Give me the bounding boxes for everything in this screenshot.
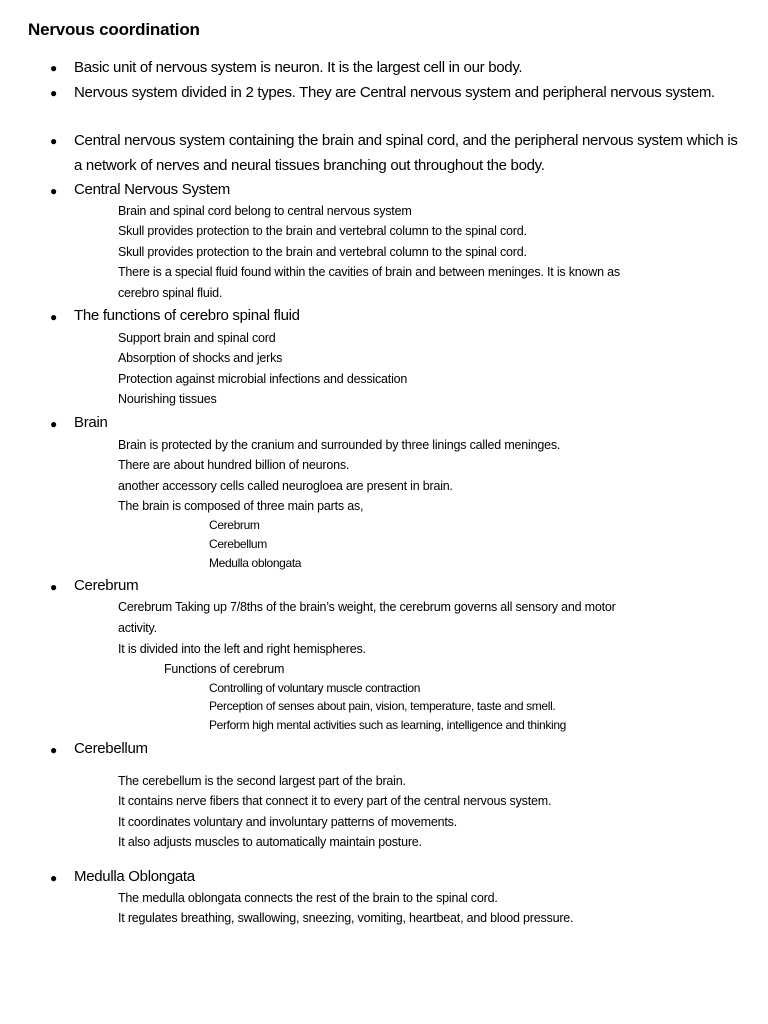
brain-line: another accessory cells called neurogloea are present in brain. — [118, 479, 453, 493]
cerebrum-function: Controlling of voluntary muscle contraction — [209, 681, 421, 695]
medulla-line: It regulates breathing, swallowing, sneezing, vomiting, heartbeat, and blood pressure. — [118, 911, 574, 925]
brain-line: Brain is protected by the cranium and surrounded by three linings called meninges. — [118, 438, 561, 452]
bullet-dot: ● — [50, 86, 58, 100]
cerebrum-line: It is divided into the left and right hemispheres. — [118, 642, 366, 656]
cns-line: Skull provides protection to the brain and vertebral column to the spinal cord. — [118, 245, 527, 259]
medulla-line: The medulla oblongata connects the rest of the brain to the spinal cord. — [118, 891, 498, 905]
bullet-dot: ● — [50, 310, 58, 324]
section-heading-cerebellum: Cerebellum — [74, 740, 148, 757]
cerebrum-functions-heading: Functions of cerebrum — [164, 662, 285, 676]
csf-line: Absorption of shocks and jerks — [118, 351, 283, 365]
csf-line: Protection against microbial infections and dessication — [118, 372, 408, 386]
bullet-dot: ● — [50, 871, 58, 885]
csf-line: Nourishing tissues — [118, 392, 217, 406]
section-heading-csf: The functions of cerebro spinal fluid — [74, 307, 300, 324]
bullet-dot: ● — [50, 580, 58, 594]
bullet-dot: ● — [50, 743, 58, 757]
brain-line: The brain is composed of three main parts as, — [118, 499, 364, 513]
bullet-dot: ● — [50, 184, 58, 198]
brain-line: There are about hundred billion of neurons. — [118, 458, 350, 472]
bullet-dot: ● — [50, 417, 58, 431]
cerebellum-line: The cerebellum is the second largest part of the brain. — [118, 774, 406, 788]
cerebrum-line: Cerebrum Taking up 7/8ths of the brain’s weight, the cerebrum governs all sensory and motor — [118, 600, 616, 614]
cns-line: There is a special fluid found within the cavities of brain and between meninges. It is known as — [118, 265, 620, 279]
intro-bullet-2: Nervous system divided in 2 types. They are Central nervous system and peripheral nervous system. — [74, 84, 715, 101]
page-title: Nervous coordination — [28, 20, 200, 39]
bullet-dot: ● — [50, 61, 58, 75]
section-heading-medulla: Medulla Oblongata — [74, 868, 195, 885]
cerebellum-line: It coordinates voluntary and involuntary patterns of movements. — [118, 815, 457, 829]
cns-line: Skull provides protection to the brain and vertebral column to the spinal cord. — [118, 224, 527, 238]
cns-line: cerebro spinal fluid. — [118, 286, 223, 300]
cerebrum-function: Perform high mental activities such as learning, intelligence and thinking — [209, 718, 566, 732]
cerebrum-function: Perception of senses about pain, vision, temperature, taste and smell. — [209, 699, 556, 713]
cerebrum-line: activity. — [118, 621, 157, 635]
brain-part: Cerebrum — [209, 518, 260, 532]
cerebellum-line: It contains nerve fibers that connect it to every part of the central nervous system. — [118, 794, 552, 808]
intro-bullet-1: Basic unit of nervous system is neuron. It is the largest cell in our body. — [74, 59, 523, 76]
brain-part: Medulla oblongata — [209, 556, 302, 570]
section-heading-cerebrum: Cerebrum — [74, 577, 139, 594]
section-heading-cns: Central Nervous System — [74, 181, 230, 198]
csf-line: Support brain and spinal cord — [118, 331, 276, 345]
cns-line: Brain and spinal cord belong to central nervous system — [118, 204, 412, 218]
bullet-dot: ● — [50, 134, 58, 148]
section-heading-brain: Brain — [74, 414, 108, 431]
brain-part: Cerebellum — [209, 537, 267, 551]
cerebellum-line: It also adjusts muscles to automatically maintain posture. — [118, 835, 422, 849]
intro-bullet-3: Central nervous system containing the brain and spinal cord, and the peripheral nervous system which is a network of nerves and neural tissues branching out throughout the body. — [74, 132, 738, 174]
